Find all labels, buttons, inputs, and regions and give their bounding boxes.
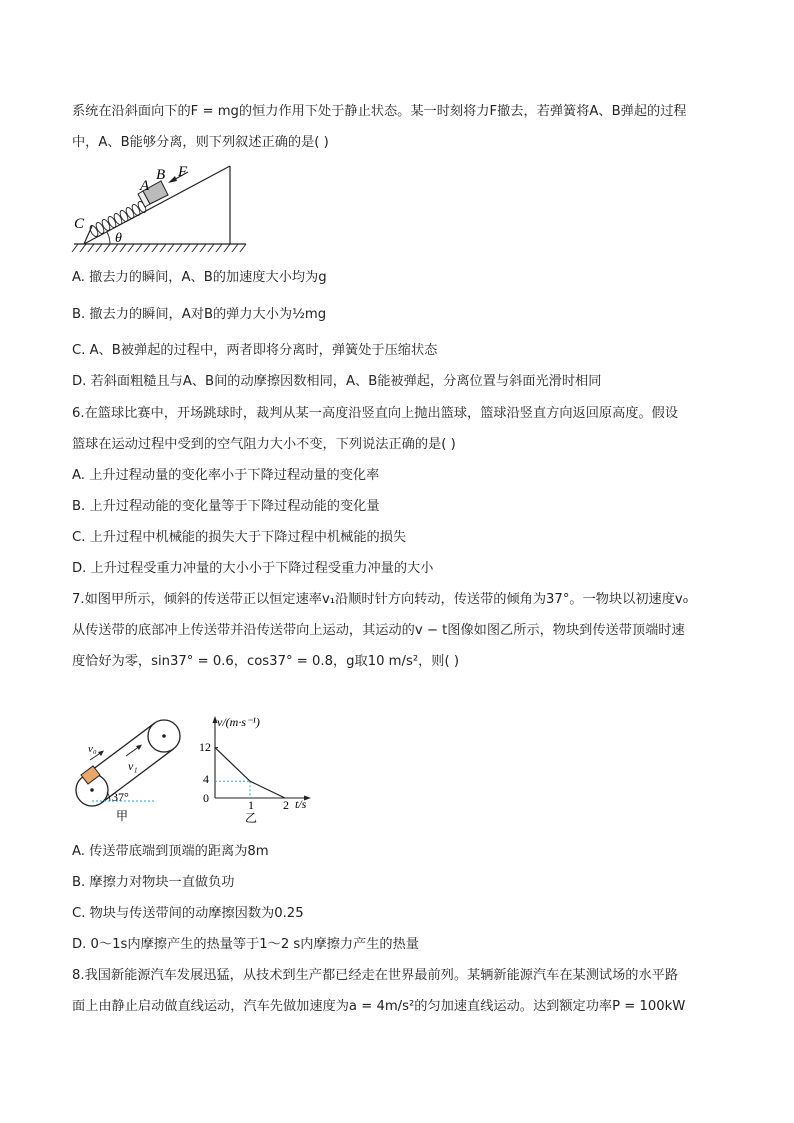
q5-option-b: B. 撤去力的瞬间，A对B的弹力大小为½mg bbox=[72, 307, 327, 322]
q6-option-b: B. 上升过程动能的变化量等于下降过程动能的变化量 bbox=[72, 499, 380, 514]
q8-stem-line1: 8.我国新能源汽车发展迅猛，从技术到生产都已经走在世界最前列。某辆新能源汽车在某测试场的水平路 bbox=[72, 968, 679, 983]
ytick-12: 12 bbox=[199, 740, 211, 754]
ytick-0: 0 bbox=[203, 791, 209, 805]
label-a: A bbox=[140, 178, 150, 194]
xtick-2: 2 bbox=[283, 798, 289, 812]
label-f: F bbox=[178, 164, 188, 180]
q7-option-b: B. 摩擦力对物块一直做负功 bbox=[72, 875, 235, 890]
q5-option-d: D. 若斜面粗糙且与A、B间的动摩擦因数相同，A、B能被弹起，分离位置与斜面光滑时相同 bbox=[72, 374, 602, 389]
q7-stem-line3: 度恰好为零，sin37° = 0.6，cos37° = 0.8，g取10 m/s²，则( ) bbox=[72, 654, 459, 669]
q6-option-a: A. 上升过程动量的变化率小于下降过程动量的变化率 bbox=[72, 468, 380, 483]
q6-option-d: D. 上升过程受重力冲量的大小小于下降过程受重力冲量的大小 bbox=[72, 561, 434, 576]
q6-stem-line2: 篮球在运动过程中受到的空气阻力大小不变，下列说法正确的是( ) bbox=[72, 437, 456, 452]
q5-incline-figure bbox=[70, 160, 250, 255]
vt-segment-2 bbox=[250, 781, 285, 798]
x-axis-label: t/s bbox=[295, 797, 307, 811]
label-theta: θ bbox=[115, 231, 122, 246]
caption-yi: 乙 bbox=[245, 811, 258, 825]
q5-stem-line2: 中，A、B能够分离，则下列叙述正确的是( ) bbox=[72, 135, 329, 150]
q7-option-c: C. 物块与传送带间的动摩擦因数为0.25 bbox=[72, 906, 304, 921]
caption-jia: 甲 bbox=[116, 809, 129, 823]
y-axis-label: v/(m·s⁻¹) bbox=[217, 715, 260, 729]
label-37deg: 37° bbox=[112, 790, 129, 804]
label-c: C bbox=[74, 216, 85, 232]
xtick-1: 1 bbox=[248, 798, 254, 812]
label-v1: v₁ bbox=[128, 759, 138, 773]
q7-stem-line2: 从传送带的底部冲上传送带并沿传送带向上运动，其运动的v − t图像如图乙所示，物块到传送带顶端时速 bbox=[72, 623, 685, 638]
ytick-4: 4 bbox=[203, 772, 209, 786]
q8-stem-line2: 面上由静止启动做直线运动，汽车先做加速度为a = 4m/s²的匀加速直线运动。达到额定功率P = 100kW bbox=[72, 999, 686, 1014]
q5-option-a: A. 撤去力的瞬间，A、B的加速度大小均为g bbox=[72, 270, 327, 285]
label-b: B bbox=[156, 167, 166, 183]
q7-option-d: D. 0～1s内摩擦产生的热量等于1～2 s内摩擦力产生的热量 bbox=[72, 937, 419, 952]
q5-option-c: C. A、B被弹起的过程中，两者即将分离时，弹簧处于压缩状态 bbox=[72, 343, 438, 358]
label-v0: v₀ bbox=[88, 743, 97, 755]
q7-vt-graph bbox=[195, 710, 325, 826]
q6-stem-line1: 6.在篮球比赛中，开场跳球时，裁判从某一高度沿竖直向上抛出篮球，篮球沿竖直方向返回原高度。假设 bbox=[72, 406, 679, 421]
q6-option-c: C. 上升过程中机械能的损失大于下降过程中机械能的损失 bbox=[72, 530, 407, 545]
q5-stem-line1: 系统在沿斜面向下的F = mg的恒力作用下处于静止状态。某一时刻将力F撤去，若弹簧将A、B弹起的过程 bbox=[72, 104, 687, 119]
q7-option-a: A. 传送带底端到顶端的距离为8m bbox=[72, 844, 269, 859]
q7-conveyor-figure bbox=[70, 712, 190, 824]
q7-stem-line1: 7.如图甲所示，倾斜的传送带正以恒定速率v₁沿顺时针方向转动，传送带的倾角为37°。一物块以初速度v₀ bbox=[72, 592, 689, 607]
vt-segment-1 bbox=[215, 748, 250, 782]
